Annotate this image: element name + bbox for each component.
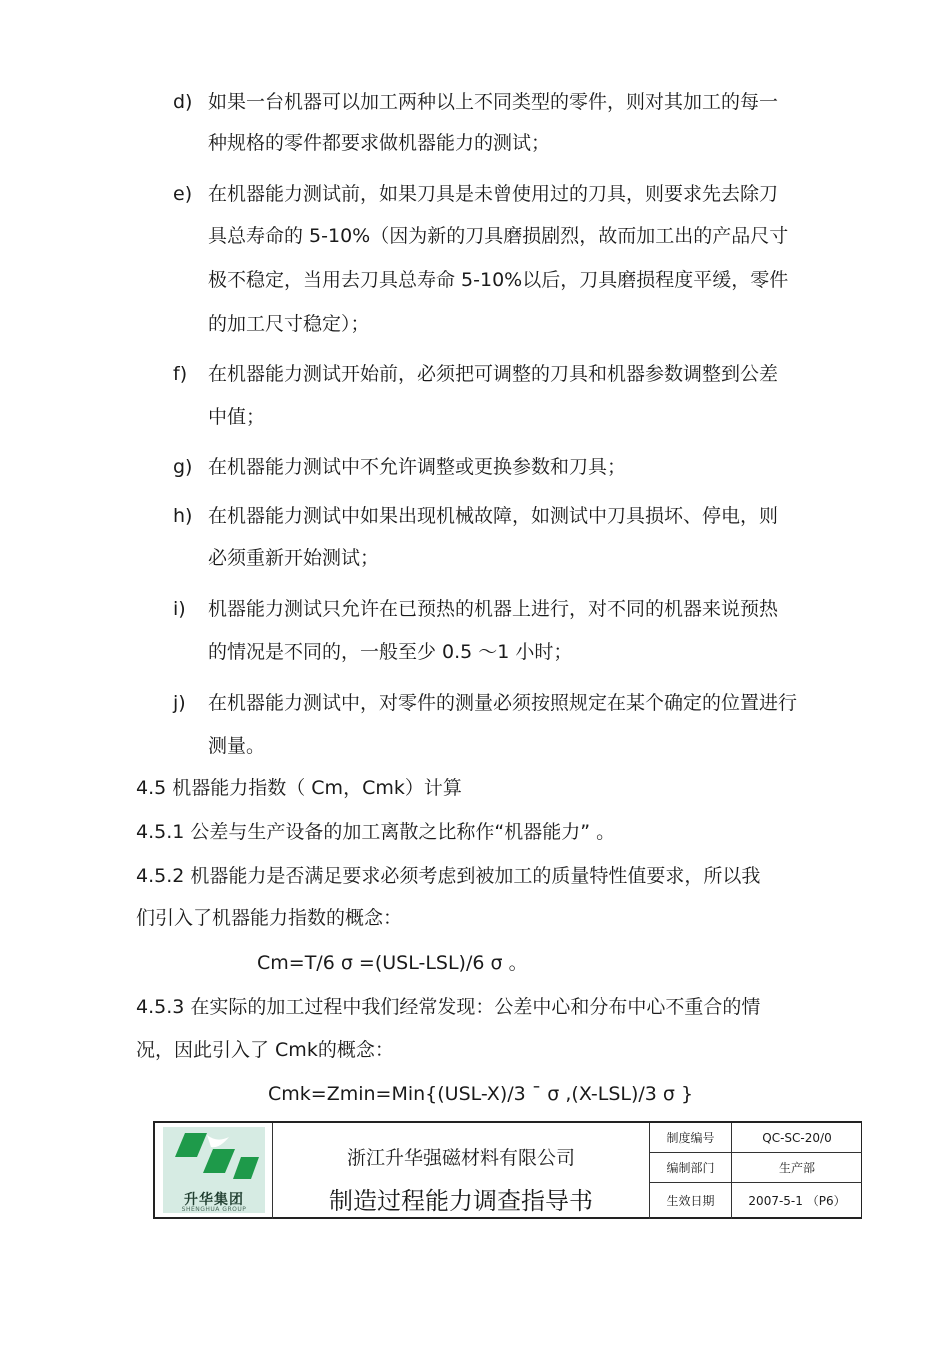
company-name: 浙江升华强磁材料有限公司 — [346, 1147, 575, 1169]
item-j-line1: 在机器能力测试中，对零件的测量必须按照规定在某个确定的位置进行 — [208, 692, 798, 714]
item-e-line3: 极不稳定，当用去刀具总寿命 5-10%以后，刀具磨损程度平缓，零件 — [208, 269, 789, 291]
item-e-line2: 具总寿命的 5-10%（因为新的刀具磨损剧烈，故而加工出的产品尺寸 — [208, 225, 789, 247]
item-e-label: e) — [173, 183, 193, 205]
item-j-label: j) — [173, 692, 186, 714]
item-e-line4: 的加工尺寸稳定）； — [208, 313, 370, 335]
item-h-label: h) — [173, 505, 193, 527]
effective-date-label: 生效日期 — [650, 1183, 732, 1219]
item-h-line2: 必须重新开始测试； — [208, 547, 380, 569]
formula-cmk: Cmk=Zmin=Min{(USL-X)/3 ¯ σ ,(X-LSL)/3 σ } — [268, 1083, 694, 1105]
item-d-label: d) — [173, 91, 193, 113]
item-d-line1: 如果一台机器可以加工两种以上不同类型的零件，则对其加工的每一 — [208, 91, 779, 113]
formula-cm: Cm=T/6 σ =(USL-LSL)/6 σ 。 — [257, 952, 528, 974]
item-g-label: g) — [173, 456, 193, 478]
item-g-line1: 在机器能力测试中不允许调整或更换参数和刀具； — [208, 456, 627, 478]
section-4-5-1: 4.5.1 公差与生产设备的加工离散之比称作“机器能力” 。 — [136, 821, 616, 843]
logo-cell — [155, 1123, 273, 1219]
item-j-line2: 测量。 — [208, 735, 266, 757]
doc-number-label: 制度编号 — [650, 1123, 732, 1153]
item-f-label: f) — [173, 363, 188, 385]
logo-text: 升华集团 — [184, 1192, 244, 1208]
effective-date-value: 2007-5-1 （P6） — [748, 1194, 846, 1208]
document-title: 制造过程能力调查指导书 — [329, 1187, 593, 1215]
section-4-5-2-line2: 们引入了机器能力指数的概念： — [136, 907, 403, 929]
section-4-5-2-line1: 4.5.2 机器能力是否满足要求必须考虑到被加工的质量特性值要求，所以我 — [136, 865, 761, 887]
item-i-line2: 的情况是不同的，一般至少 0.5 ～1 小时； — [208, 641, 573, 663]
department-value: 生产部 — [732, 1153, 862, 1183]
item-i-label: i) — [173, 598, 186, 620]
company-logo — [163, 1127, 265, 1213]
section-4-5-heading: 4.5 机器能力指数（ Cm，Cmk）计算 — [136, 777, 462, 799]
section-4-5-3-line2: 况，因此引入了 Cmk的概念： — [136, 1039, 394, 1061]
logo-subtext: SHENGHUA GROUP — [181, 1206, 247, 1213]
item-f-line1: 在机器能力测试开始前，必须把可调整的刀具和机器参数调整到公差 — [208, 363, 779, 385]
department-label: 编制部门 — [650, 1153, 732, 1183]
item-h-line1: 在机器能力测试中如果出现机械故障，如测试中刀具损坏、停电，则 — [208, 505, 779, 527]
item-i-line1: 机器能力测试只允许在已预热的机器上进行，对不同的机器来说预热 — [208, 598, 779, 620]
section-4-5-3-line1: 4.5.3 在实际的加工过程中我们经常发现：公差中心和分布中心不重合的情 — [136, 996, 761, 1018]
item-d-line2: 种规格的零件都要求做机器能力的测试； — [208, 132, 551, 154]
doc-number-value: QC-SC-20/0 — [732, 1123, 862, 1153]
item-f-line2: 中值； — [208, 406, 266, 428]
item-e-line1: 在机器能力测试前，如果刀具是未曾使用过的刀具，则要求先去除刀 — [208, 183, 779, 205]
logo-mark-icon — [163, 1127, 265, 1187]
company-cell — [273, 1123, 650, 1219]
document-footer-table — [153, 1121, 862, 1219]
